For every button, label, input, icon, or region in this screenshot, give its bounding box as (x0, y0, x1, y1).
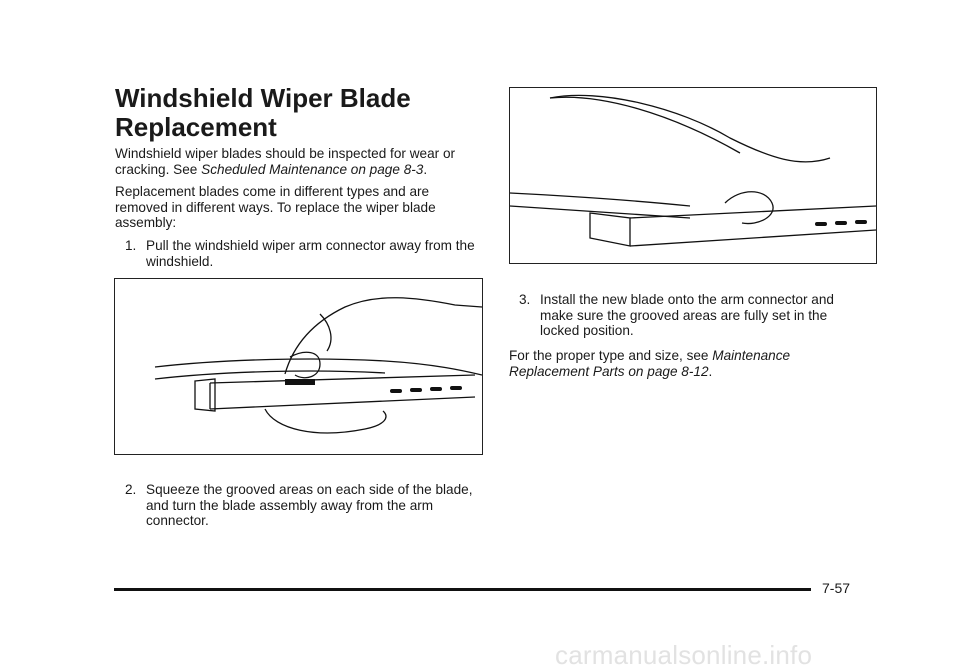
step-1-number: 1. (125, 238, 137, 253)
thumb (725, 192, 773, 224)
blade-bottom (210, 397, 475, 409)
blade-bottom (630, 230, 876, 246)
intro-text: Windshield wiper blades should be inspected for wear or cracking. See (115, 146, 456, 177)
step-2-text: Squeeze the grooved areas on each side of the blade, and turn the blade assembly away from the arm connector. (146, 482, 473, 528)
step-2-number: 2. (125, 482, 137, 497)
intro-end: . (423, 161, 428, 177)
finger (320, 314, 331, 351)
closing-paragraph (509, 348, 854, 379)
connector (590, 213, 630, 246)
step-2 (125, 482, 480, 529)
connector (195, 379, 215, 411)
figure-squeeze-grooves (509, 87, 877, 264)
page-title: Windshield Wiper Blade Replacement (115, 83, 411, 142)
maintenance-parts-link[interactable]: Maintenance Replacement Parts on page 8-12 (509, 348, 791, 379)
hand-outline (285, 298, 482, 374)
blade-top (630, 206, 876, 218)
page-number: 7-57 (822, 580, 851, 596)
thumb (290, 352, 320, 377)
blade-top (210, 375, 475, 383)
arm-wrist (550, 97, 740, 153)
step-1-text: Pull the windshield wiper arm connector away from the windshield. (146, 238, 475, 269)
closing-end: . (708, 363, 713, 379)
footer-rule (114, 588, 811, 591)
wiper-arm-illustration (115, 279, 482, 454)
lower-hand (265, 409, 386, 433)
step-1 (125, 238, 480, 269)
figure-pull-arm-connector (114, 278, 483, 455)
wiper-arm (155, 359, 482, 375)
closing-text: For the proper type and size, see (509, 348, 713, 363)
wiper-blade-illustration (510, 88, 876, 263)
blade-grooves (285, 379, 462, 393)
wiper-arm (510, 193, 690, 206)
step-3-number: 3. (519, 292, 531, 307)
step-3 (519, 292, 864, 339)
watermark: carmanualsonline.info (555, 640, 813, 670)
hand-outline (550, 95, 830, 162)
wiper-arm-lower (155, 371, 385, 379)
step-3-text: Install the new blade onto the arm connector and make sure the grooved areas are fully set in the locked position. (540, 292, 834, 338)
intro-paragraph (115, 146, 475, 177)
scheduled-maintenance-link[interactable]: Scheduled Maintenance on page 8-3 (201, 161, 424, 177)
replacement-paragraph: Replacement blades come in different types and are removed in different ways. To replace the wiper blade assembly: (115, 184, 436, 230)
blade-grooves (815, 220, 867, 226)
